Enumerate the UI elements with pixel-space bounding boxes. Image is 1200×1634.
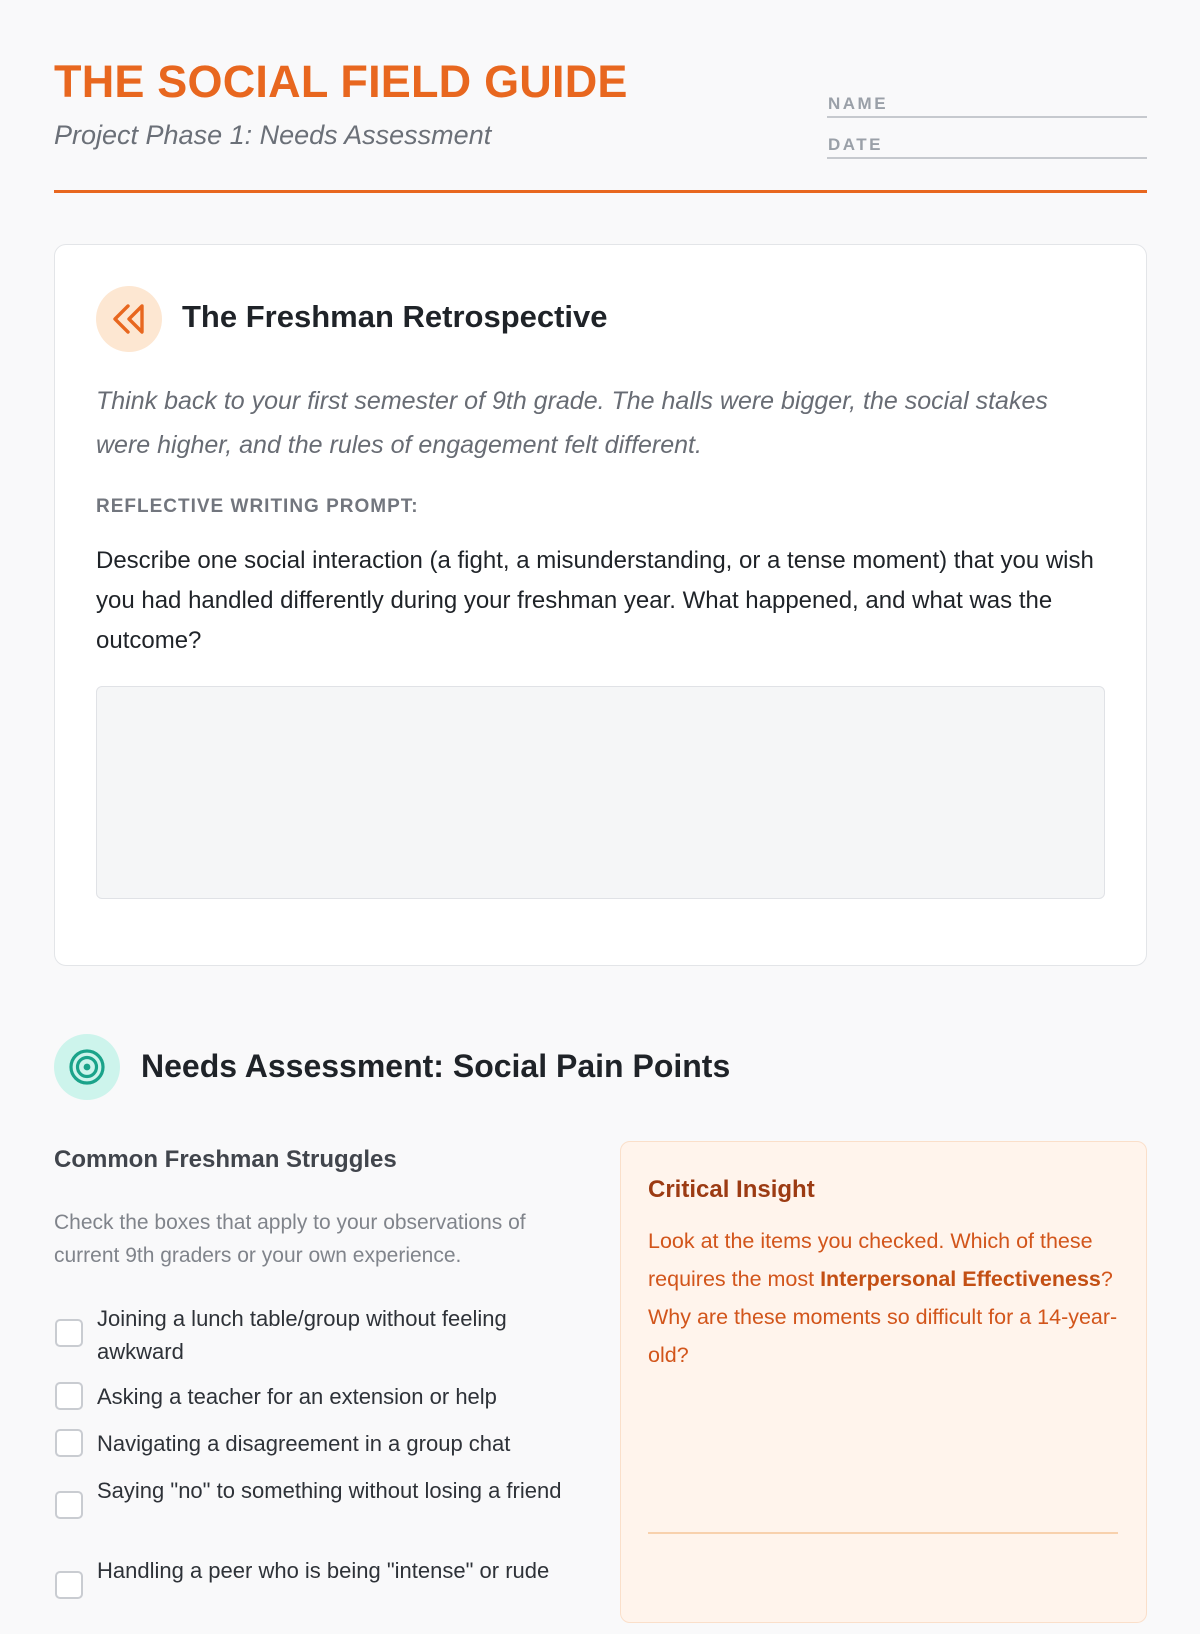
date-field-label: DATE <box>828 135 884 154</box>
insight-text <box>648 1222 1118 1374</box>
name-field[interactable] <box>827 94 1147 118</box>
struggles-description: Check the boxes that apply to your observations of current 9th graders or your own experience. <box>54 1211 526 1267</box>
insight-text-bold: Interpersonal Effectiveness <box>820 1267 1101 1291</box>
insight-text-end: ? Why are these moments so difficult for a 14-year-old? <box>648 1267 1118 1367</box>
checklist-item-label: Navigating a disagreement in a group chat <box>97 1431 511 1456</box>
target-icon <box>54 1034 120 1100</box>
insight-answer-line[interactable] <box>648 1532 1118 1534</box>
checklist-item[interactable] <box>54 1474 574 1554</box>
prompt-text: Describe one social interaction (a fight, a misunderstanding, or a tense moment) that you wish you had handled differently during your freshman year. What happened, and what was the outcome? <box>96 547 1094 654</box>
checklist-item-label: Handling a peer who is being "intense" or rude <box>97 1558 550 1583</box>
checklist-item[interactable] <box>54 1302 574 1382</box>
header <box>54 0 1147 193</box>
checkbox[interactable] <box>55 1571 83 1599</box>
reflection-answer-box[interactable] <box>96 686 1105 899</box>
needs-assessment-title: Needs Assessment: Social Pain Points <box>141 1048 731 1084</box>
checklist-item-label: Saying "no" to something without losing a friend <box>97 1478 562 1503</box>
retrospective-card <box>54 244 1147 966</box>
rewind-icon <box>96 286 162 352</box>
critical-insight-box <box>620 1141 1147 1623</box>
checklist-item[interactable] <box>54 1554 574 1634</box>
checklist-item-label: Joining a lunch table/group without feeling awkward <box>97 1306 507 1364</box>
checkbox[interactable] <box>55 1491 83 1519</box>
retrospective-intro: Think back to your first semester of 9th grade. The halls were bigger, the social stakes were higher, and the rules of engagement felt different. <box>96 387 1048 459</box>
name-field-label: NAME <box>828 94 889 113</box>
prompt-label: REFLECTIVE WRITING PROMPT: <box>96 496 419 517</box>
checklist-item-label: Asking a teacher for an extension or help <box>97 1384 497 1409</box>
insight-title: Critical Insight <box>648 1176 815 1203</box>
checkbox[interactable] <box>55 1382 83 1410</box>
date-field[interactable] <box>827 135 1147 159</box>
checkbox[interactable] <box>55 1319 83 1347</box>
retrospective-title: The Freshman Retrospective <box>182 299 608 334</box>
insight-text-start: Look at the items you checked. Which of these requires the most <box>648 1229 1093 1291</box>
worksheet-page <box>54 0 1147 1583</box>
page-title: THE SOCIAL FIELD GUIDE <box>54 56 628 107</box>
checkbox[interactable] <box>55 1429 83 1457</box>
page-subtitle: Project Phase 1: Needs Assessment <box>54 120 492 150</box>
struggles-title: Common Freshman Struggles <box>54 1146 397 1173</box>
